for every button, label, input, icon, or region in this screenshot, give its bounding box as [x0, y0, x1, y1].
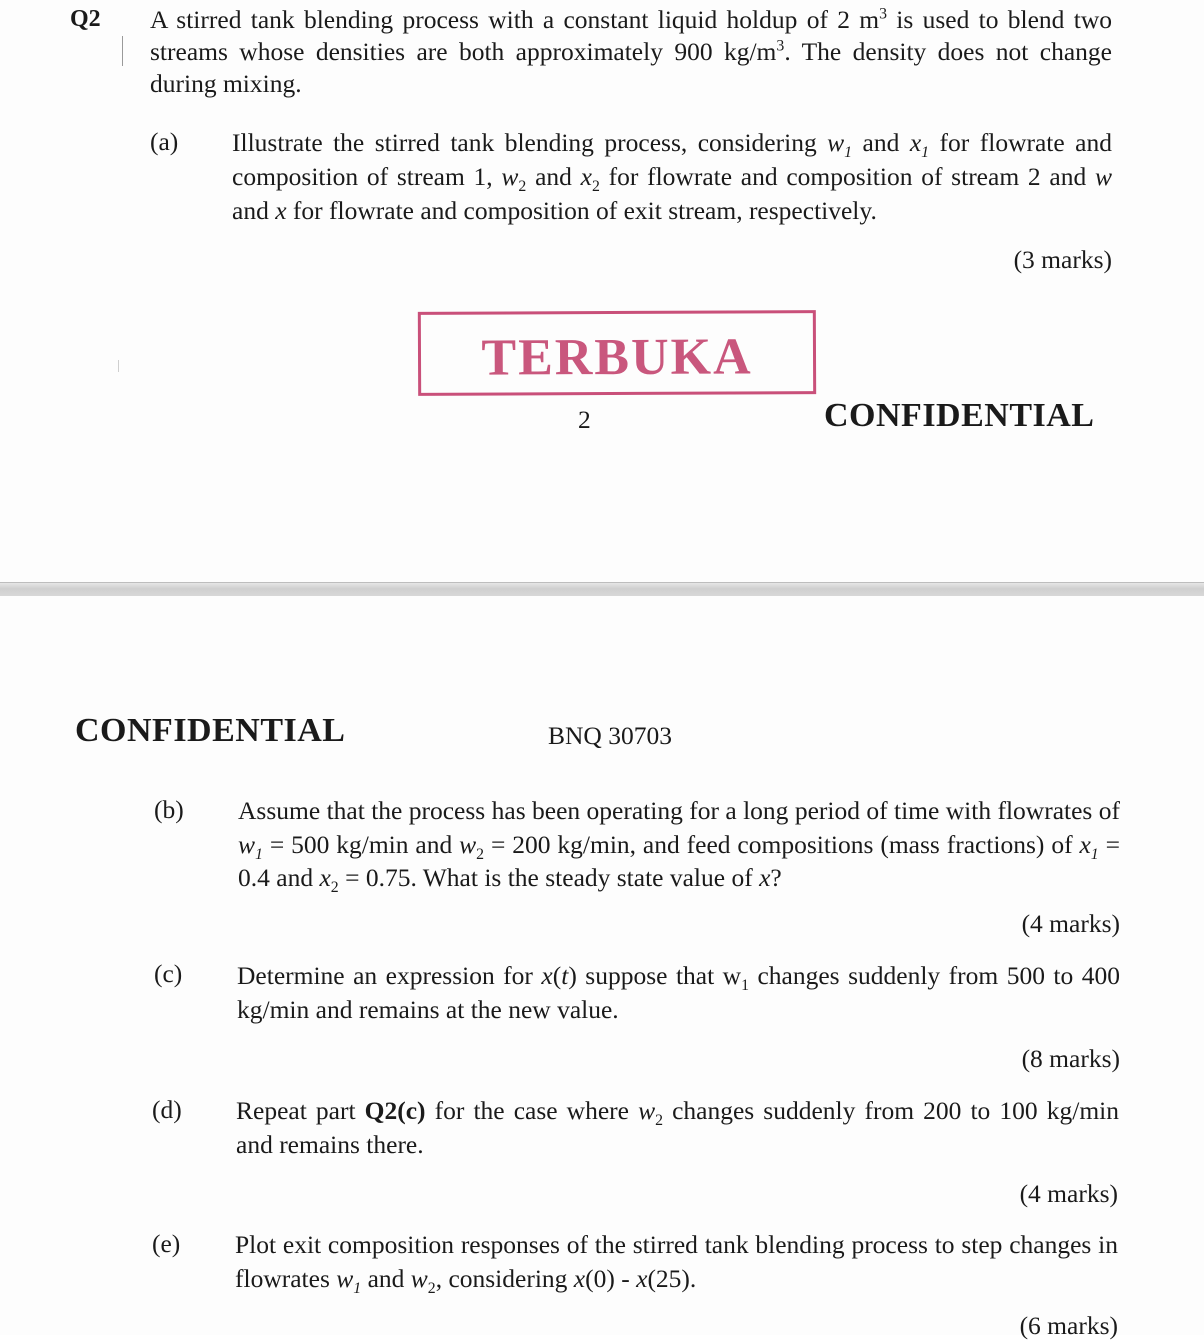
part-b-text: Assume that the process has been operating for a long period of time with flowrates of $w_1 = 500$ kg/min and $w_2 = 200$ kg/min, and feed compositions (mass fractions) of $x_1 = 0.4$ and $x_2 = 0.75$. What is the steady state value of x? [238, 796, 1120, 897]
part-c-text: Determine an expression for x(t) suppose that $w_1$ changes suddenly from 500 to 400 kg/min and remains at the new value. [237, 961, 1120, 1024]
confidential-footer: CONFIDENTIAL [824, 397, 1095, 434]
course-code: BNQ 30703 [548, 721, 672, 750]
part-d-label: (d) [152, 1095, 182, 1124]
margin-line [122, 36, 123, 66]
part-d-text: Repeat part Q2(c) for the case where $w_2$ changes suddenly from 200 to 100 kg/min and remains there. [236, 1096, 1119, 1159]
page-number: 2 [578, 405, 591, 434]
part-b-label: (b) [154, 795, 184, 824]
part-e-marks: (6 marks) [1019, 1311, 1118, 1340]
part-e-text: Plot exit composition responses of the stirred tank blending process to step changes in flowrates $w_1$ and $w_2$, considering x(0) - x(25). [235, 1230, 1118, 1298]
part-d-marks: (4 marks) [1019, 1179, 1118, 1208]
part-a-text: Illustrate the stirred tank blending process, considering $w_1$ and $x_1$ for flowrate and composition of stream 1, $w_2$ and $x_2$ for flowrate and composition of stream 2 and w and x for flowrate and composition of exit stream, respectively. [232, 128, 1112, 225]
question-intro: A stirred tank blending process with a constant liquid holdup of 2 $m^3$ is used to blend two streams whose densities are both approximately 900 $kg/m^3$. The density does not change during mixing. [150, 5, 1112, 98]
exam-page-2 [0, 0, 1204, 582]
exam-page-3 [0, 596, 1204, 1340]
confidential-header: CONFIDENTIAL [75, 712, 346, 749]
terbuka-stamp [418, 310, 816, 396]
part-c-marks: (8 marks) [1021, 1044, 1120, 1073]
stamp-text: TERBUKA [481, 328, 753, 387]
part-c-label: (c) [154, 959, 183, 988]
question-number: Q2 [70, 6, 101, 32]
part-e-label: (e) [152, 1229, 181, 1258]
margin-mark [118, 360, 119, 372]
part-a-label: (a) [150, 127, 179, 156]
part-a-marks: (3 marks) [1013, 245, 1112, 274]
part-b-marks: (4 marks) [1021, 909, 1120, 938]
